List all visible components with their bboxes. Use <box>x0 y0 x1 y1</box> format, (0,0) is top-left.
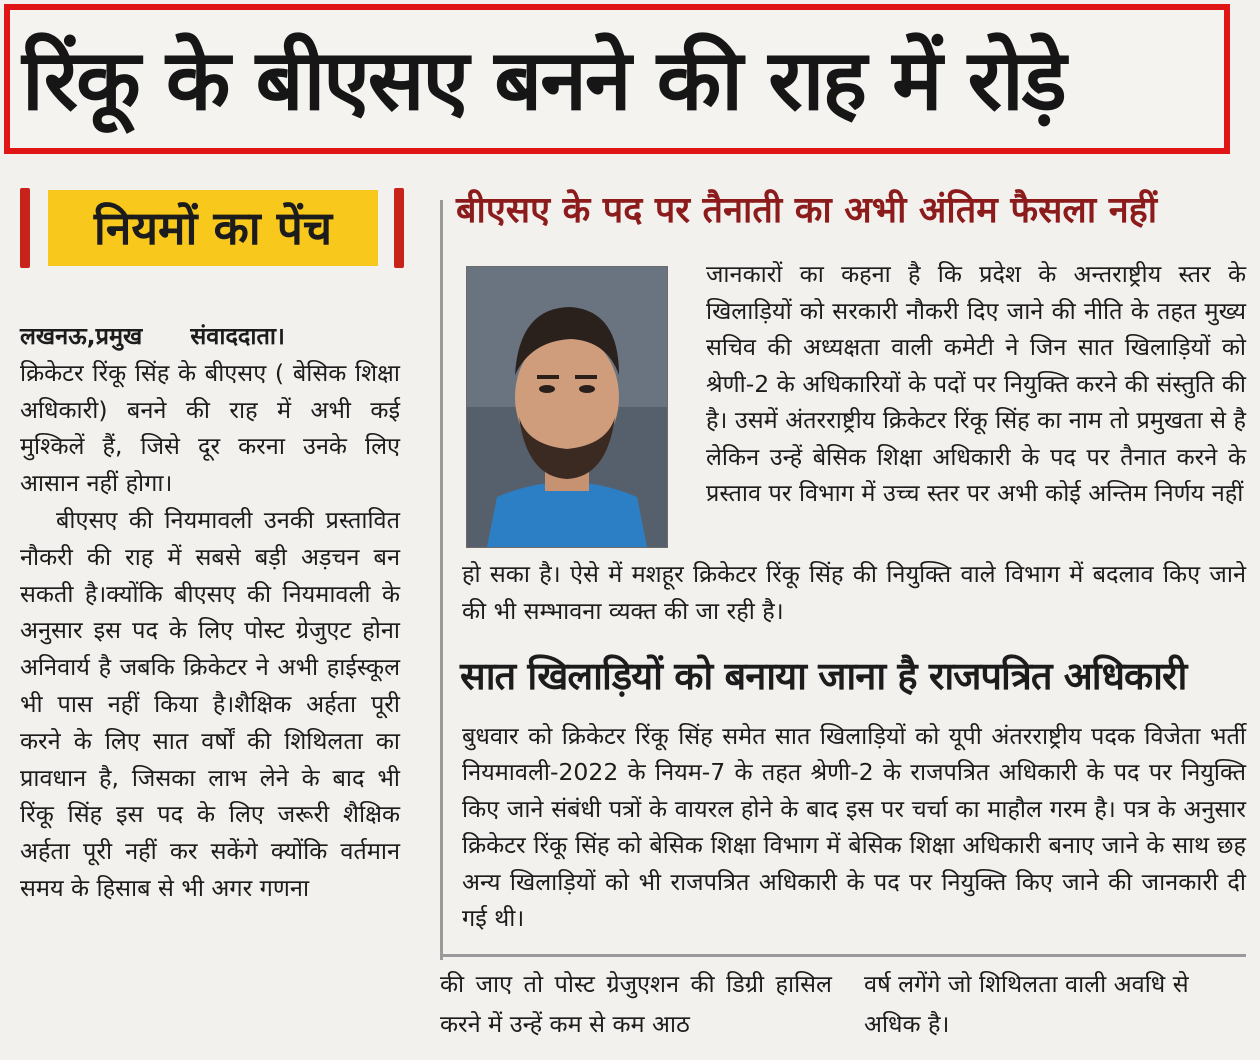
subhead-1: बीएसए के पद पर तैनाती का अभी अंतिम फैसला नहीं <box>456 190 1158 231</box>
section-divider <box>440 954 1246 957</box>
left-para-2: बीएसए की नियमावली उनकी प्रस्तावित नौकरी की राह में सबसे बड़ी अड़चन बन सकती है।क्योंकि बीएसए की नियमावली के अनुसार इस पद के लिए पोस्ट ग्रेजुएट होना अनिवार्य है जबकि क्रिकेटर ने अभी हाईस्कूल भी पास नहीं किया है।शैक्षिक अर्हता पूरी करने के लिए सात वर्षों की शिथिलता का प्रावधान है, जिसका लाभ लेने के बाद भी रिंकू सिंह इस पद के लिए जरूरी शैक्षिक अर्हता पूरी नहीं कर सकेंगे क्योंकि वर्तमान समय के हिसाब से भी अगर गणना <box>20 505 400 902</box>
headline: रिंकू के बीएसए बनने की राह में रोड़े <box>22 31 1065 129</box>
tag-bar-right <box>394 188 404 268</box>
photo <box>466 266 668 548</box>
section2-body: बुधवार को क्रिकेटर रिंकू सिंह समेत सात खिलाड़ियों को यूपी अंतरराष्ट्रीय पदक विजेता भर्ती नियमावली-2022 के नियम-7 के तहत श्रेणी-2 के राजपत्रित अधिकारी के पद पर नियुक्ति किए जाने संबंधी पत्रों के वायरल होने के बाद इस पर चर्चा का माहौल गरम है। पत्र के अनुसार क्रिकेटर रिंकू सिंह को बेसिक शिक्षा विभाग में बेसिक शिक्षा अधिकारी बनाए जाने के साथ छह अन्य खिलाड़ियों को भी राजपत्रित अधिकारी के पद पर नियुक्ति किए जाने की जानकारी दी गई थी। <box>462 722 1246 933</box>
continuation-col-a: की जाए तो पोस्ट ग्रेजुएशन की डिग्री हासिल करने में उन्हें कम से कम आठ <box>440 970 832 1038</box>
subhead-2: सात खिलाड़ियों को बनाया जाना है राजपत्रित अधिकारी <box>460 654 1187 698</box>
section1-text-below-photo: हो सका है। ऐसे में मशहूर क्रिकेटर रिंकू सिंह की नियुक्ति वाले विभाग में बदलाव किए जाने की भी सम्भावना व्यक्त की जा रही है। <box>462 560 1246 625</box>
dateline: लखनऊ,प्रमुख संवाददाता। <box>20 322 285 350</box>
continuation-col-b: वर्ष लगेंगे जो शिथिलता वाली अवधि से अधिक है। <box>864 970 1189 1038</box>
left-column <box>20 318 400 907</box>
tag-label: नियमों का पेंच <box>48 190 378 266</box>
headline-box <box>4 4 1230 154</box>
left-para-1: क्रिकेटर रिंकू सिंह के बीएसए ( बेसिक शिक्षा अधिकारी) बनने की राह में अभी कई मुश्किलें हैं, जिसे दूर करना उनके लिए आसान नहीं होगा। <box>20 358 400 498</box>
section1-text-beside-photo: जानकारों का कहना है कि प्रदेश के अन्तराष्ट्रीय स्तर के खिलाड़ियों को सरकारी नौकरी दिए जाने की नीति के तहत मुख्य सचिव की अध्यक्षता वाली कमेटी ने जिन सात खिलाड़ियों को श्रेणी-2 के अधिकारियों के पदों पर नियुक्ति करने की संस्तुति की है। उसमें अंतरराष्ट्रीय क्रिकेटर रिंकू सिंह का नाम तो प्रमुखता से है लेकिन उन्हें बेसिक शिक्षा अधिकारी के पद पर तैनात करने के प्रस्ताव पर विभाग में उच्च स्तर पर अभी कोई अन्तिम निर्णय नहीं <box>706 260 1246 507</box>
column-divider <box>440 200 443 960</box>
tag-bar-left <box>20 188 30 268</box>
section-tag <box>20 188 408 268</box>
cricketer-portrait-photo <box>467 267 667 547</box>
